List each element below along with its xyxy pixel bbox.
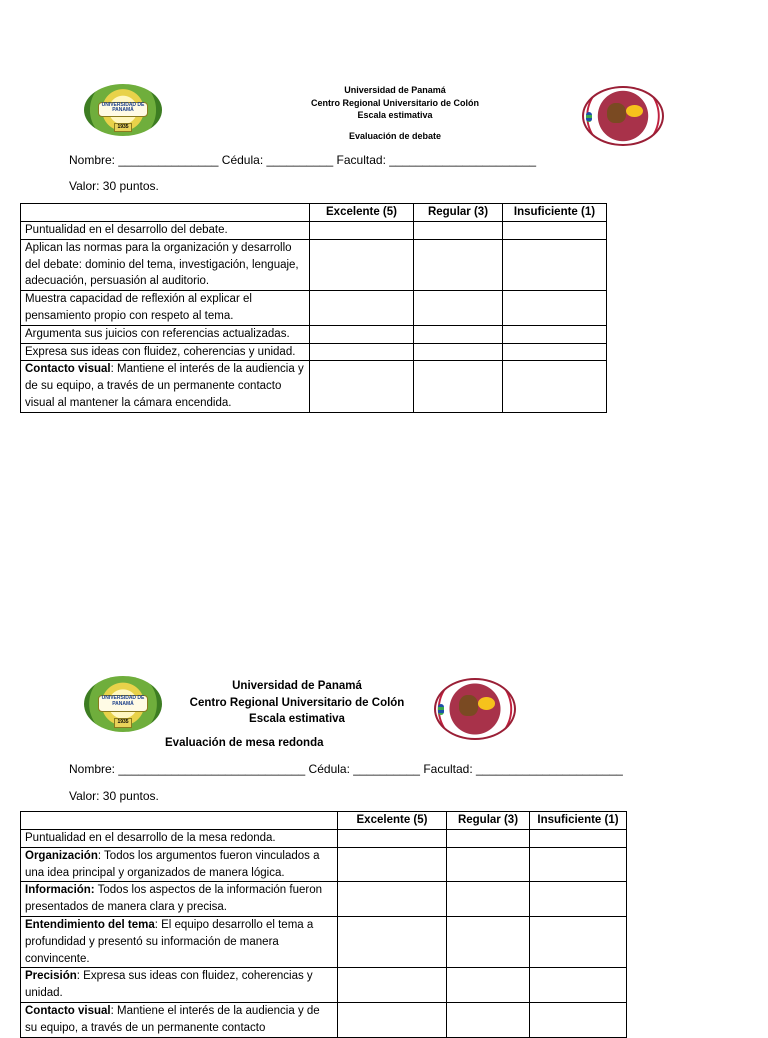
owl-icon <box>459 695 478 716</box>
table-row <box>21 968 627 1003</box>
header-excelente: Excelente (5) <box>310 204 414 222</box>
score-cell-regular[interactable] <box>414 325 503 343</box>
criterion-cell: Aplican las normas para la organización y desarrollo del debate: dominio del tema, investigación, lenguaje, adecuación, persuasión al auditorio. <box>21 239 310 290</box>
university-name: Universidad de Panamá <box>344 85 446 95</box>
value-line: Valor: 30 puntos. <box>69 789 159 803</box>
criterion-cell: Entendimiento del tema: El equipo desarrollo el tema a profundidad y presentó su información de manera convincente. <box>21 916 338 967</box>
score-cell-excelente[interactable] <box>338 968 447 1003</box>
table-row <box>21 847 627 882</box>
table-header-row <box>21 204 607 222</box>
criterion-cell: Muestra capacidad de reflexión al explicar el pensamiento propio con respeto al tema. <box>21 291 310 326</box>
university-seal-logo <box>84 84 162 136</box>
score-cell-excelente[interactable] <box>338 847 447 882</box>
score-cell-excelente[interactable] <box>338 1002 447 1037</box>
score-cell-regular[interactable] <box>447 882 530 917</box>
rubric-table-mesa-redonda <box>20 811 627 1038</box>
header-criteria <box>21 812 338 830</box>
score-cell-insuficiente[interactable] <box>503 325 607 343</box>
humanities-seal-logo <box>434 678 516 740</box>
criterion-cell: Contacto visual: Mantiene el interés de la audiencia y de su equipo, a través de un permanente contacto <box>21 1002 338 1037</box>
table-row <box>21 343 607 361</box>
dots-icon <box>586 112 592 122</box>
seal-year: 1935 <box>114 718 133 727</box>
score-cell-excelente[interactable] <box>310 325 414 343</box>
score-cell-excelente[interactable] <box>310 361 414 412</box>
seal-banner: UNIVERSIDAD DE PANAMÁ <box>98 102 148 118</box>
score-cell-regular[interactable] <box>447 830 530 848</box>
student-info-line: Nombre: ____________________________ Cédula: __________ Facultad: ______________________ <box>69 762 623 776</box>
score-cell-insuficiente[interactable] <box>503 361 607 412</box>
criterion-cell: Información: Todos los aspectos de la información fueron presentados de manera clara y precisa. <box>21 882 338 917</box>
table-row <box>21 882 627 917</box>
table-row <box>21 916 627 967</box>
score-cell-regular[interactable] <box>414 222 503 240</box>
criterion-cell: Puntualidad en el desarrollo del debate. <box>21 222 310 240</box>
score-cell-regular[interactable] <box>447 847 530 882</box>
seal-banner: UNIVERSIDAD DE PANAMÁ <box>98 695 148 712</box>
evaluation-title: Evaluación de mesa redonda <box>165 737 324 749</box>
center-name: Centro Regional Universitario de Colón <box>189 696 405 709</box>
university-name: Universidad de Panamá <box>232 680 362 692</box>
score-cell-excelente[interactable] <box>338 882 447 917</box>
header-regular: Regular (3) <box>414 204 503 222</box>
score-cell-insuficiente[interactable] <box>530 847 627 882</box>
owl-icon <box>607 103 626 123</box>
score-cell-regular[interactable] <box>447 968 530 1003</box>
score-cell-insuficiente[interactable] <box>530 1002 627 1037</box>
score-cell-regular[interactable] <box>447 1002 530 1037</box>
criterion-cell: Expresa sus ideas con fluidez, coherencias y unidad. <box>21 343 310 361</box>
score-cell-regular[interactable] <box>414 343 503 361</box>
score-cell-insuficiente[interactable] <box>530 916 627 967</box>
table-row <box>21 222 607 240</box>
university-seal-logo <box>84 676 162 732</box>
rubric-table-debate <box>20 203 607 413</box>
value-line: Valor: 30 puntos. <box>69 179 159 193</box>
table-row <box>21 291 607 326</box>
scale-title: Escala estimativa <box>357 110 433 120</box>
header-regular: Regular (3) <box>447 812 530 830</box>
table-row <box>21 325 607 343</box>
header-criteria <box>21 204 310 222</box>
score-cell-insuficiente[interactable] <box>530 882 627 917</box>
table-row <box>21 239 607 290</box>
criterion-cell: Precisión: Expresa sus ideas con fluidez, coherencias y unidad. <box>21 968 338 1003</box>
sun-icon <box>626 105 643 117</box>
score-cell-regular[interactable] <box>414 291 503 326</box>
score-cell-excelente[interactable] <box>310 222 414 240</box>
center-name: Centro Regional Universitario de Colón <box>310 97 480 108</box>
dots-icon <box>438 704 444 714</box>
seal-year: 1935 <box>114 123 133 132</box>
score-cell-insuficiente[interactable] <box>503 343 607 361</box>
table-row <box>21 1002 627 1037</box>
score-cell-insuficiente[interactable] <box>503 239 607 290</box>
score-cell-excelente[interactable] <box>310 239 414 290</box>
student-info-line: Nombre: _______________ Cédula: __________ Facultad: ______________________ <box>69 153 537 167</box>
doc1-header <box>250 84 540 142</box>
score-cell-regular[interactable] <box>414 239 503 290</box>
header-excelente: Excelente (5) <box>338 812 447 830</box>
score-cell-insuficiente[interactable] <box>530 830 627 848</box>
criterion-cell: Organización: Todos los argumentos fueron vinculados a una idea principal y organizados de manera lógica. <box>21 847 338 882</box>
sun-icon <box>478 697 495 710</box>
score-cell-excelente[interactable] <box>338 830 447 848</box>
score-cell-insuficiente[interactable] <box>503 291 607 326</box>
table-row <box>21 830 627 848</box>
header-insuficiente: Insuficiente (1) <box>503 204 607 222</box>
score-cell-regular[interactable] <box>414 361 503 412</box>
score-cell-regular[interactable] <box>447 916 530 967</box>
scale-title: Escala estimativa <box>249 713 345 725</box>
score-cell-insuficiente[interactable] <box>530 968 627 1003</box>
evaluation-title: Evaluación de debate <box>348 130 442 141</box>
table-header-row <box>21 812 627 830</box>
score-cell-insuficiente[interactable] <box>503 222 607 240</box>
score-cell-excelente[interactable] <box>338 916 447 967</box>
table-row <box>21 361 607 412</box>
score-cell-excelente[interactable] <box>310 291 414 326</box>
score-cell-excelente[interactable] <box>310 343 414 361</box>
humanities-seal-logo <box>582 86 664 146</box>
criterion-cell: Contacto visual: Mantiene el interés de la audiencia y de su equipo, a través de un permanente contacto visual al mantener la cámara encendida. <box>21 361 310 412</box>
doc2-header <box>176 678 418 728</box>
header-insuficiente: Insuficiente (1) <box>530 812 627 830</box>
criterion-cell: Argumenta sus juicios con referencias actualizadas. <box>21 325 310 343</box>
criterion-cell: Puntualidad en el desarrollo de la mesa redonda. <box>21 830 338 848</box>
